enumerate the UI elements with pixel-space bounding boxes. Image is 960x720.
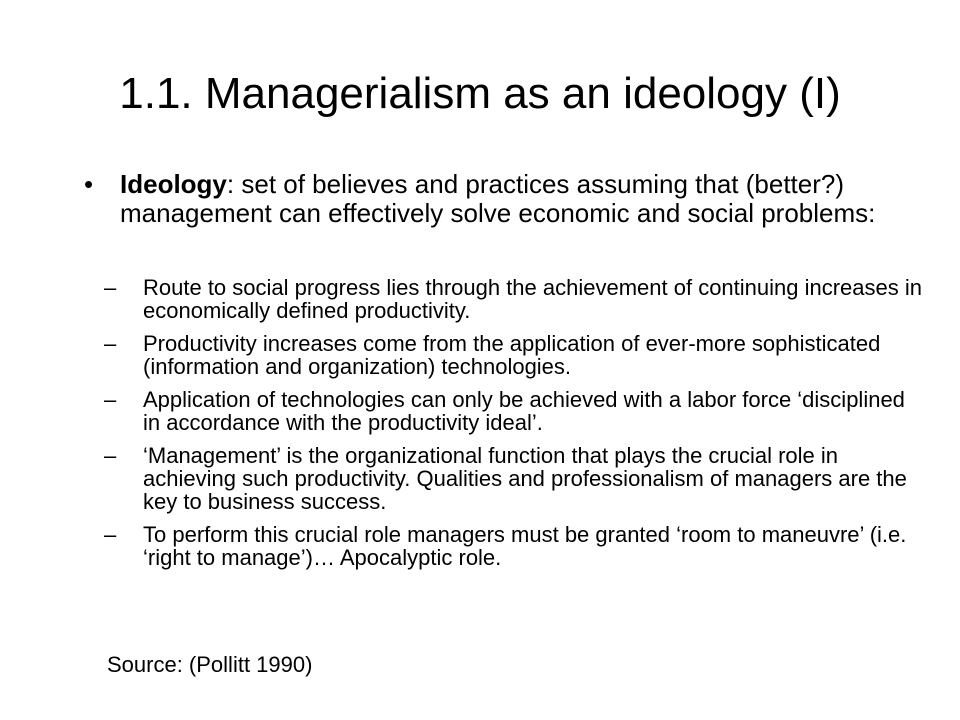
dash-marker: – (104, 275, 117, 300)
sub-bullet-text: To perform this crucial role managers must be granted ‘room to maneuvre’ (i.e. ‘right to manage’)… Apocalyptic role. (143, 522, 907, 570)
bullet-term: Ideology (120, 169, 227, 199)
main-bullet (84, 170, 924, 228)
dash-marker: – (104, 522, 117, 547)
bullet-text: : set of believes and practices assuming that (better?) management can effectively solve economic and social problems: (120, 169, 876, 228)
sub-bullet (104, 523, 924, 569)
sub-bullet (104, 332, 924, 378)
sub-bullet (104, 388, 924, 434)
dash-marker: – (104, 443, 117, 468)
bullet-marker: • (84, 169, 94, 199)
slide-body (84, 170, 924, 579)
sub-bullet-text: ‘Management’ is the organizational function that plays the crucial role in achieving such productivity. Qualities and professionalism of managers are the key to business success. (143, 443, 907, 514)
dash-marker: – (104, 331, 117, 356)
sub-bullet-list (84, 276, 924, 569)
sub-bullet (104, 276, 924, 322)
slide-title: 1.1. Managerialism as an ideology (I) (119, 69, 841, 118)
sub-bullet-text: Productivity increases come from the application of ever-more sophisticated (information and organization) technologies. (143, 331, 881, 379)
dash-marker: – (104, 387, 117, 412)
sub-bullet-text: Route to social progress lies through the achievement of continuing increases in economically defined productivity. (143, 275, 923, 323)
source-citation: Source: (Pollitt 1990) (107, 652, 313, 677)
sub-bullet (104, 444, 924, 513)
sub-bullet-text: Application of technologies can only be achieved with a labor force ‘disciplined in accordance with the productivity ideal’. (143, 387, 905, 435)
